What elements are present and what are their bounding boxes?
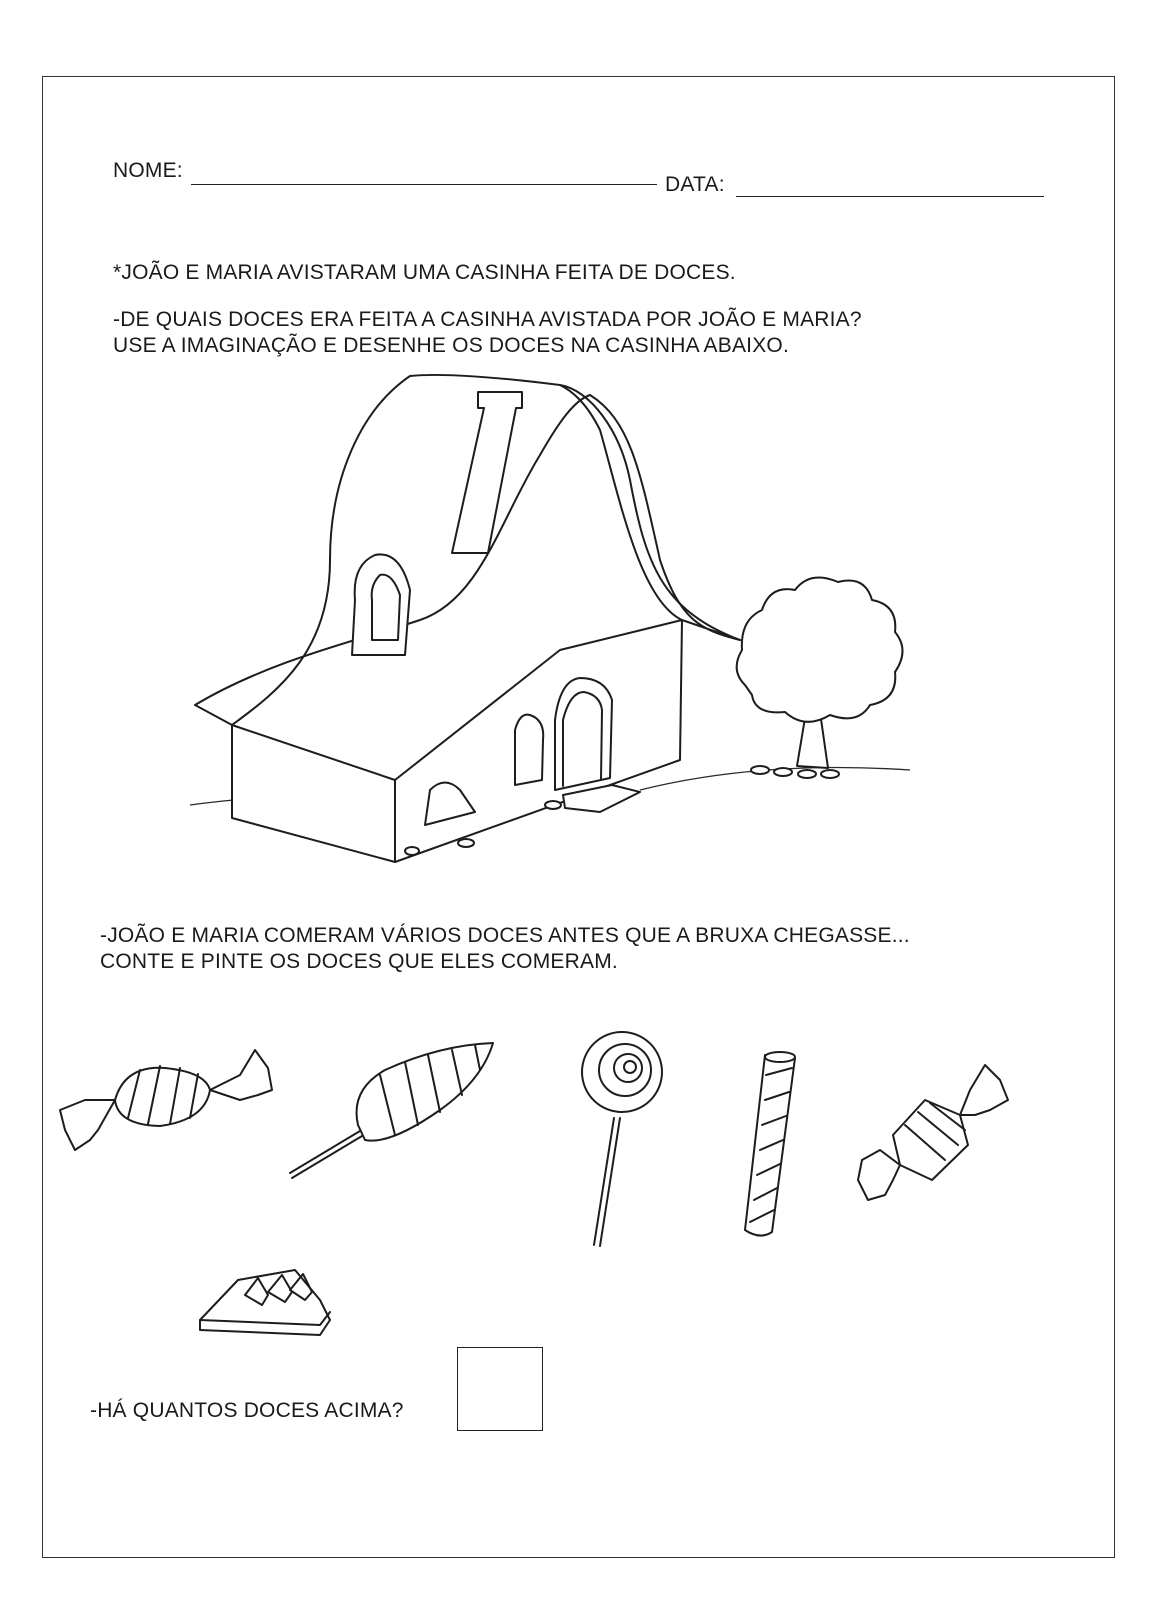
count-question: -HÁ QUANTOS DOCES ACIMA? [90, 1399, 404, 1422]
wrapped-candy-icon [60, 1050, 272, 1150]
candies-question-line-2: CONTE E PINTE OS DOCES QUE ELES COMERAM. [100, 950, 618, 973]
candy-stick-icon [745, 1052, 795, 1236]
lollipop-icon [582, 1032, 662, 1246]
chocolate-bar-icon [200, 1270, 330, 1335]
answer-box[interactable] [457, 1347, 543, 1431]
intro-text: *JOÃO E MARIA AVISTARAM UMA CASINHA FEITA DE DOCES. [113, 261, 736, 284]
date-label: DATA: [665, 173, 725, 196]
house-question-line-1: -DE QUAIS DOCES ERA FEITA A CASINHA AVISTADA POR JOÃO E MARIA? [113, 308, 862, 331]
popsicle-icon [290, 1043, 493, 1178]
wrapped-candy-icon [858, 1065, 1008, 1200]
name-label: NOME: [113, 159, 183, 182]
candies-question-line-1: -JOÃO E MARIA COMERAM VÁRIOS DOCES ANTES QUE A BRUXA CHEGASSE... [100, 924, 910, 947]
house-question-line-2: USE A IMAGINAÇÃO E DESENHE OS DOCES NA CASINHA ABAIXO. [113, 334, 789, 357]
